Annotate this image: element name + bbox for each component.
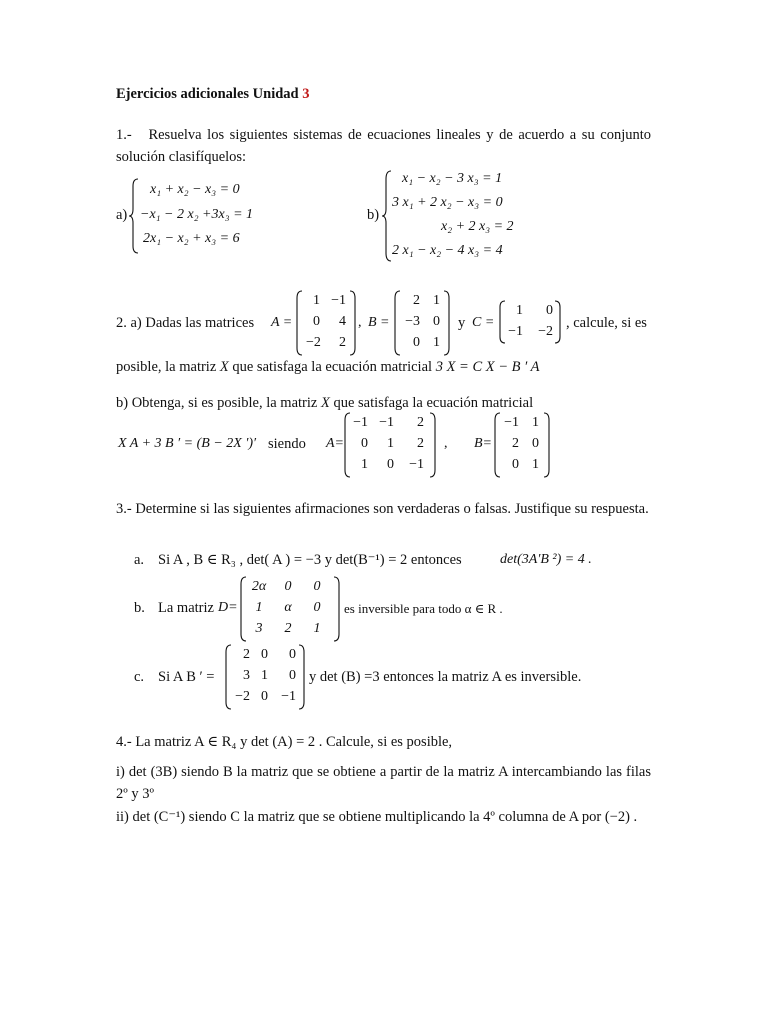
item-3a-equation: det(3A′B ²) = 4 . — [500, 552, 592, 567]
matrix-A2-cell: 1 — [361, 457, 368, 472]
matrix-A-cell: 2 — [339, 335, 346, 350]
matrix-B2-cell: 0 — [532, 436, 539, 451]
exercise-2b-lead — [116, 395, 533, 412]
matrix-A2-cell: 1 — [387, 436, 394, 451]
matrix-C-cell: 0 — [546, 303, 553, 318]
matrix-B2-cell: 0 — [512, 457, 519, 472]
siendo-word: siendo — [268, 436, 306, 452]
matrix-B-cell: 0 — [433, 314, 440, 329]
matrix-A-cell: −1 — [331, 293, 346, 308]
exercise-4-item-i: i) det (3B) siendo B la matriz que se obtiene a partir de la matriz A intercambiando las filas 2º y 3º — [116, 764, 651, 802]
matrix-B2-cell: 1 — [532, 457, 539, 472]
system-b-label: b) — [367, 207, 380, 223]
matrix-B-cell: 1 — [433, 335, 440, 350]
matrix-A2-cell: −1 — [379, 415, 394, 430]
item-3b-label: b. — [134, 600, 145, 616]
title-number: 3 — [302, 86, 310, 102]
exercise-2a-tail: , calcule, si es — [566, 315, 647, 331]
exercise-1-text: Resuelva los siguientes sistemas de ecuaciones lineales y de acuerdo a su conjunto solución clasifíquelos: — [116, 127, 652, 165]
comma-separator: , — [444, 436, 448, 451]
matrix-B-cell: 1 — [433, 293, 440, 308]
matrix-D-cell: 2α — [251, 579, 267, 594]
item-3c-pre: Si A B ′ = — [158, 669, 215, 685]
matrix-M-cell: 2 — [243, 647, 250, 662]
matrix-M-cell: 0 — [261, 689, 268, 704]
system-b-eq-4: 2 x₁ − x₂ − 4 x₃ = 4 — [392, 243, 503, 258]
matrix-B2-cell: 2 — [512, 436, 519, 451]
matrix-B2 — [497, 412, 543, 475]
matrix-C-cell: 1 — [516, 303, 523, 318]
exercise-2a-line2-mid: que satisfaga la ecuación matricial — [232, 359, 433, 375]
exercise-2b-lead-text: b) Obtenga, si es posible, la matriz — [116, 395, 318, 411]
matrix-M — [228, 644, 300, 707]
variable-X: X — [219, 359, 229, 375]
exercise-2a-line2 — [116, 359, 540, 376]
matrix-M-cell: 0 — [289, 668, 296, 683]
matrix-C-cell: −1 — [508, 324, 523, 339]
matrix-B-cell: 0 — [413, 335, 420, 350]
matrix-B2-cell: 1 — [532, 415, 539, 430]
comma-separator: , — [358, 315, 362, 330]
exercise-2a-lead: 2. a) Dadas las matrices — [116, 315, 255, 331]
matrix-M-cell: 0 — [289, 647, 296, 662]
matrix-M-cell: −2 — [235, 689, 250, 704]
system-a-eq-1: x₁ + x₂ − x₃ = 0 — [150, 182, 240, 197]
matrix-M-cell: 1 — [261, 668, 268, 683]
matrix-D-label: D= — [218, 600, 238, 615]
matrix-A-cell: 4 — [339, 314, 346, 329]
matrix-M-cell: −1 — [281, 689, 296, 704]
exercise-4-item-ii: ii) det (C⁻¹) siendo C la matriz que se obtiene multiplicando la 4º columna de A por (−2) . — [116, 809, 638, 825]
matrix-B-label: B = — [368, 315, 390, 330]
matrix-A-cell: −2 — [306, 335, 321, 350]
and-word: y — [458, 315, 466, 331]
matrix-A2-cell: 2 — [417, 436, 424, 451]
matrix-A2-label: A= — [326, 436, 344, 451]
item-3c-label: c. — [134, 669, 145, 685]
exercise-2b-mid-text: que satisfaga la ecuación matricial — [333, 395, 534, 411]
matrix-D-cell: 0 — [284, 579, 292, 594]
matrix-M-cell: 3 — [243, 668, 250, 683]
matrix-A-cell: 0 — [313, 314, 320, 329]
matrix-D-cell: α — [284, 600, 292, 615]
system-a-label: a) — [116, 207, 128, 223]
system-b-eq-3: x₂ + 2 x₃ = 2 — [441, 219, 514, 234]
matrix-C-cell: −2 — [538, 324, 553, 339]
matrix-B2-cell: −1 — [504, 415, 519, 430]
matrix-D-cell: 2 — [284, 621, 292, 636]
matrix-A2-cell: 0 — [387, 457, 394, 472]
item-3a-label: a. — [134, 552, 145, 568]
matrix-A — [302, 290, 350, 353]
matrix-A2-cell: 0 — [361, 436, 368, 451]
title-text: Ejercicios adicionales Unidad — [116, 86, 303, 102]
matrix-A-label: A = — [271, 315, 293, 330]
matrix-A2 — [346, 412, 428, 475]
exercise-4-statement: 4.- La matriz A ∈ R₄ y det (A) = 2 . Calcule, si es posible, — [116, 734, 453, 750]
matrix-D-cell: 1 — [313, 621, 321, 636]
item-3a-text: Si A , B ∈ R₃ , det( A ) = −3 y det(B⁻¹) = 2 entonces — [158, 552, 462, 568]
exercise-2a-line2-text: posible, la matriz — [116, 359, 217, 375]
item-3c-post: y det (B) =3 entonces la matriz A es inversible. — [309, 669, 582, 685]
exercise-3-statement: 3.- Determine si las siguientes afirmaciones son verdaderas o falsas. Justifique su respuesta. — [116, 501, 649, 517]
matrix-D-cell: 0 — [313, 600, 321, 615]
document-title — [116, 86, 309, 103]
matrix-B-cell: −3 — [405, 314, 420, 329]
matrix-A2-cell: 2 — [417, 415, 424, 430]
equation-2a: 3 X = C X − B ′ A — [435, 359, 540, 375]
matrix-A-cell: 1 — [313, 293, 320, 308]
matrix-D — [244, 576, 332, 639]
matrix-B2-label: B= — [474, 436, 492, 451]
system-a-eq-2: −x₁ − 2 x₂ +3x₃ = 1 — [140, 207, 254, 222]
exercise-1-statement — [116, 124, 651, 168]
matrix-B-cell: 2 — [413, 293, 420, 308]
matrix-C — [503, 300, 557, 342]
matrix-A2-cell: −1 — [409, 457, 424, 472]
equation-2b: X A + 3 B ′ = (B − 2X ′)′ — [118, 436, 257, 451]
item-3b-post: es inversible para todo α ∈ R . — [344, 601, 503, 616]
exercise-1-lead: 1.- — [116, 127, 132, 143]
matrix-B — [398, 290, 444, 353]
system-a-eq-3: 2x₁ − x₂ + x₃ = 6 — [143, 231, 240, 246]
system-b-eq-1: x₁ − x₂ − 3 x₃ = 1 — [402, 171, 503, 186]
matrix-M-cell: 0 — [261, 647, 268, 662]
variable-X: X — [320, 395, 330, 411]
matrix-A2-cell: −1 — [353, 415, 368, 430]
system-a-brace — [128, 178, 140, 254]
matrix-D-cell: 3 — [255, 621, 263, 636]
system-b-eq-2: 3 x₁ + 2 x₂ − x₃ = 0 — [392, 195, 503, 210]
item-3b-pre: La matriz — [158, 600, 214, 616]
matrix-D-cell: 1 — [255, 600, 263, 615]
matrix-C-label: C = — [472, 315, 495, 330]
matrix-D-cell: 0 — [313, 579, 321, 594]
